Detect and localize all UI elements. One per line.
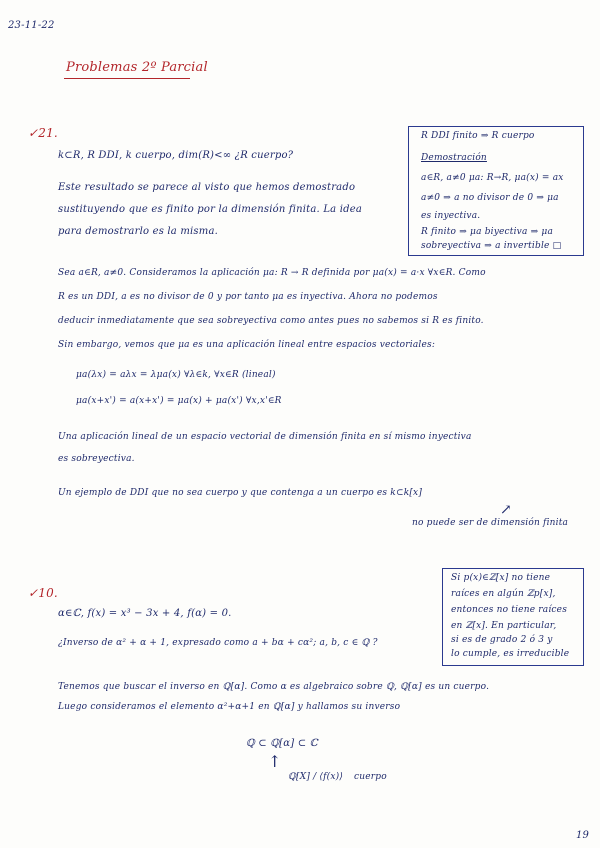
problem-1-body-line-7: Un ejemplo de DDI que no sea cuerpo y que contenga a un cuerpo es k⊂k[x] [58, 488, 423, 498]
problem-1-body-line-6: es sobreyectiva. [58, 454, 135, 464]
title-underline [64, 78, 190, 79]
theorem-line-5: es inyectiva. [421, 211, 481, 221]
theorem-line-3: a∈R, a≠0 μa: R→R, μa(x) = ax [421, 173, 564, 183]
arrow-up-icon: ↗ [500, 502, 512, 518]
problem-1-body-line-1: Sea a∈R, a≠0. Consideramos la aplicación μa: R → R definida por μa(x) = a·x ∀x∈R. Como [58, 268, 486, 278]
problem-1-body-line-3: deducir inmediatamente que sea sobreyectiva como antes pues no sabemos si R es finito. [58, 316, 484, 326]
criterion-box [442, 568, 584, 666]
theorem-line-7: sobreyectiva ⇒ a invertible □ [421, 241, 562, 251]
problem-2-statement: α∈ℂ, f(x) = x³ − 3x + 4, f(α) = 0. [58, 608, 232, 619]
theorem-line-2: Demostración [421, 153, 487, 163]
field-tower: ℚ ⊂ ℚ[α] ⊂ ℂ [246, 738, 318, 749]
problem-1-body-line-2: R es un DDI, a es no divisor de 0 y por tanto μa es inyectiva. Ahora no podemos [58, 292, 438, 302]
problem-2-label: ✓10. [28, 586, 58, 600]
criterion-line-4: en ℤ[x]. En particular, [451, 621, 557, 631]
date: 23-11-22 [8, 20, 55, 31]
dimension-note: no puede ser de dimensión finita [412, 518, 569, 528]
quotient-ring: ℚ[X] / ⟨f(x)⟩ [288, 772, 344, 782]
theorem-line-4: a≠0 ⇒ a no divisor de 0 ⇒ μa [421, 193, 559, 203]
criterion-line-6: lo cumple, es irreducible [451, 649, 570, 659]
quotient-note: cuerpo [354, 772, 387, 782]
problem-1-intro-line-3: para demostrarlo es la misma. [58, 226, 218, 237]
criterion-line-5: si es de grado 2 ó 3 y [451, 635, 553, 645]
page-number: 19 [576, 830, 590, 841]
problem-1-label: ✓21. [28, 126, 58, 140]
problem-1-intro-line-1: Este resultado se parece al visto que hemos demostrado [58, 182, 356, 193]
problem-2-body-line-1: Tenemos que buscar el inverso en ℚ[α]. Como α es algebraico sobre ℚ, ℚ[α] es un cuerpo. [58, 682, 490, 692]
problem-2-body-line-2: Luego consideramos el elemento α²+α+1 en ℚ[α] y hallamos su inverso [58, 702, 401, 712]
problem-1-body-line-5: Una aplicación lineal de un espacio vectorial de dimensión finita en sí mismo inyectiva [58, 432, 472, 442]
theorem-box [408, 126, 584, 256]
equation-2: μa(x+x') = a(x+x') = μa(x) + μa(x') ∀x,x'∈R [76, 396, 282, 406]
problem-1-body-line-4: Sin embargo, vemos que μa es una aplicación lineal entre espacios vectoriales: [58, 340, 436, 350]
theorem-line-1: R DDI finito ⇒ R cuerpo [421, 131, 535, 141]
theorem-line-6: R finito ⇒ μa biyectiva ⇒ μa [421, 227, 554, 237]
problem-2-question: ¿Inverso de α² + α + 1, expresado como a + bα + cα²; a, b, c ∈ ℚ ? [58, 638, 378, 648]
criterion-line-3: entonces no tiene raíces [451, 605, 568, 615]
equation-1: μa(λx) = aλx = λμa(x) ∀λ∈k, ∀x∈R (lineal) [76, 370, 276, 380]
problem-1-intro-line-2: sustituyendo que es finito por la dimensión finita. La idea [58, 204, 362, 215]
criterion-line-1: Si p(x)∈ℤ[x] no tiene [451, 573, 551, 583]
criterion-line-2: raíces en algún ℤp[x], [451, 589, 556, 599]
problem-1-statement: k⊂R, R DDI, k cuerpo, dim(R)<∞ ¿R cuerpo? [58, 150, 294, 161]
page-title: Problemas 2º Parcial [66, 60, 208, 75]
arrow-up-icon: ↑ [268, 752, 282, 771]
